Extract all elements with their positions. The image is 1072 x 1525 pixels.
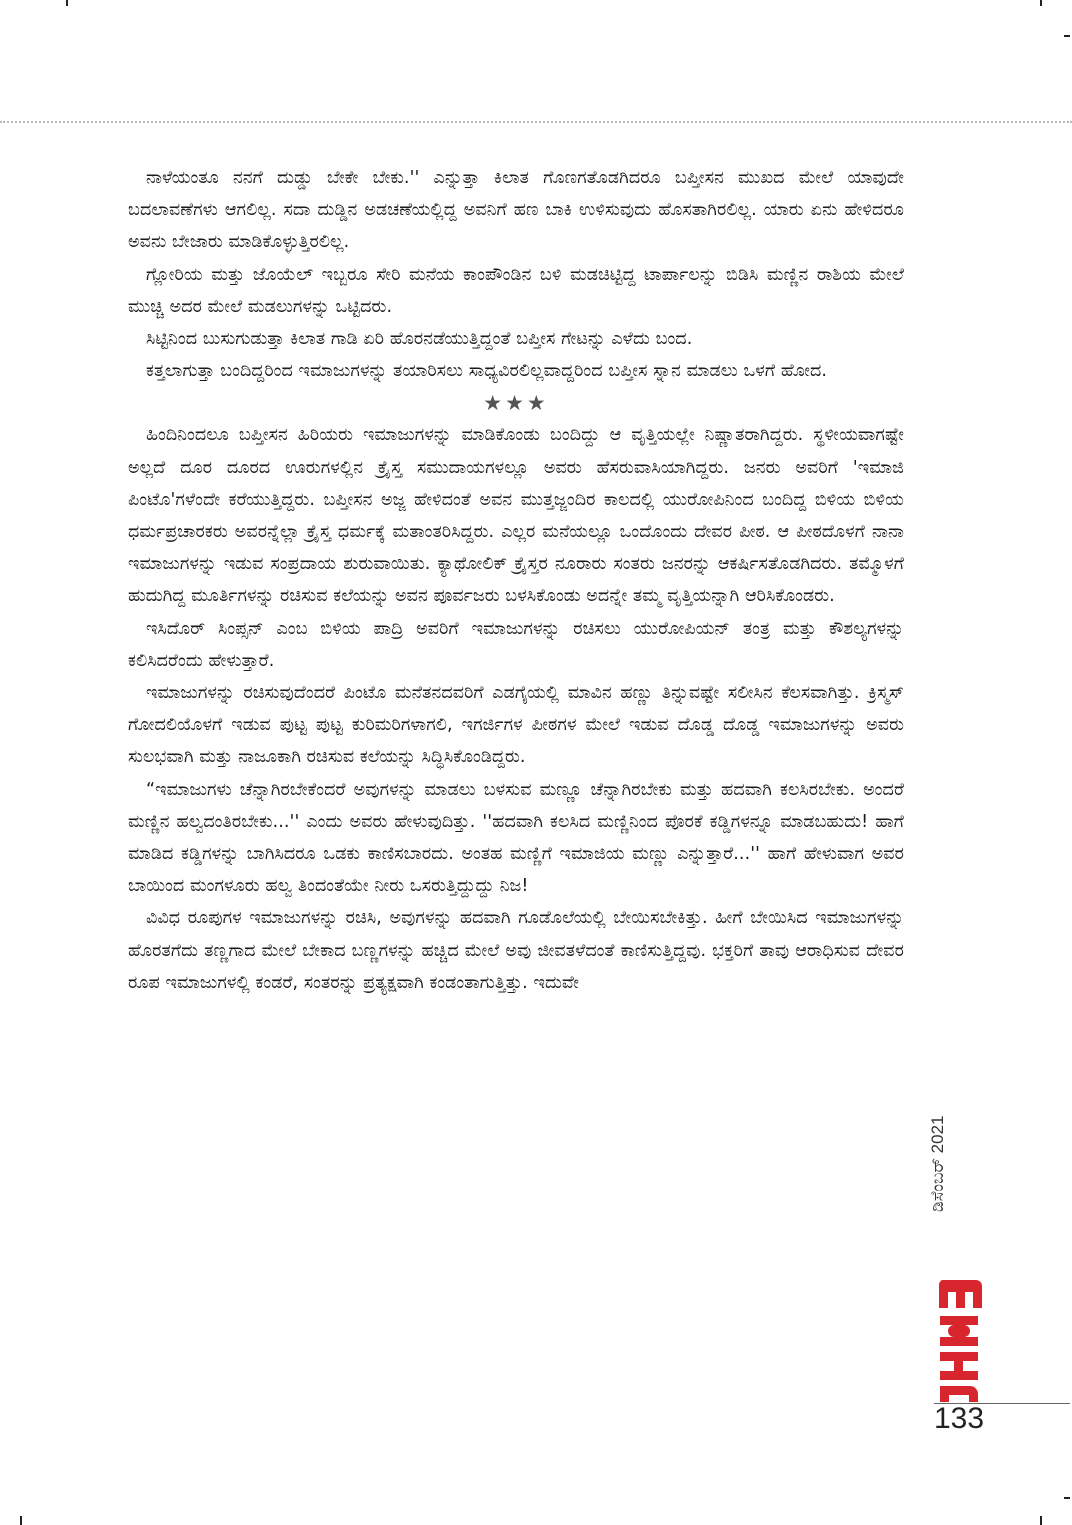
magazine-logo: [936, 1276, 982, 1406]
crop-mark-right-bottom: [1064, 1497, 1070, 1499]
paragraph: ಕತ್ತಲಾಗುತ್ತಾ ಬಂದಿದ್ದರಿಂದ ಇಮಾಜುಗಳನ್ನು ತಯಾರಿಸಲು ಸಾಧ್ಯವಿರಲಿಲ್ಲವಾದ್ದರಿಂದ ಬಪ್ತೀಸ ಸ್ನಾನ ಮಾಡಲು ಒಳಗೆ ಹೋದ.: [146, 361, 828, 382]
issue-date: ಡಿಸೆಂಬರ್ 2021: [928, 1115, 947, 1212]
paragraph: ಇಮಾಜುಗಳನ್ನು ರಚಿಸುವುದೆಂದರೆ ಪಿಂಟೊ ಮನೆತನದವರಿಗೆ ಎಡಗೈಯಲ್ಲಿ ಮಾವಿನ ಹಣ್ಣು ತಿನ್ನುವಷ್ಟೇ ಸಲೀಸಿನ ಕೆಲಸವಾಗಿತ್ತು. ಕ್ರಿಸ್ಮಸ್ ಗೋದಲಿಯೊಳಗೆ ಇಡುವ ಪುಟ್ಟ ಪುಟ್ಟ ಕುರಿಮರಿಗಳಾಗಲಿ, ಇಗರ್ಜಿಗಳ ಪೀಠಗಳ ಮೇಲೆ ಇಡುವ ದೊಡ್ಡ ದೊಡ್ಡ ಇಮಾಜುಗಳನ್ನು ಅವರು ಸುಲಭವಾಗಿ ಮತ್ತು ನಾಜೂಕಾಗಿ ರಚಿಸುವ ಕಲೆಯನ್ನು ಸಿದ್ಧಿಸಿಕೊಂಡಿದ್ದರು.: [128, 683, 904, 768]
crop-mark-bottom-left: [20, 1516, 22, 1525]
paragraph: ಸಿಟ್ಟಿನಿಂದ ಬುಸುಗುಡುತ್ತಾ ಕಿಲಾತ ಗಾಡಿ ಏರಿ ಹೊರನಡೆಯುತ್ತಿದ್ದಂತೆ ಬಪ್ತೀಸ ಗೇಟನ್ನು ಎಳೆದು ಬಂದ.: [146, 329, 693, 350]
crop-mark-bottom-right: [1040, 1516, 1042, 1525]
paragraph: ನಾಳೆಯಂತೂ ನನಗೆ ದುಡ್ಡು ಬೇಕೇ ಬೇಕು.'' ಎನ್ನುತ್ತಾ ಕಿಲಾತ ಗೊಣಗತೊಡಗಿದರೂ ಬಪ್ತೀಸನ ಮುಖದ ಮೇಲೆ ಯಾವುದೇ ಬದಲಾವಣೆಗಳು ಆಗಲಿಲ್ಲ. ಸದಾ ದುಡ್ಡಿನ ಅಡಚಣೆಯಲ್ಲಿದ್ದ ಅವನಿಗೆ ಹಣ ಬಾಕಿ ಉಳಿಸುವುದು ಹೊಸತಾಗಿರಲಿಲ್ಲ. ಯಾರು ಏನು ಹೇಳಿದರೂ ಅವನು ಬೇಜಾರು ಮಾಡಿಕೊಳ್ಳುತ್ತಿರಲಿಲ್ಲ.: [128, 168, 904, 253]
section-break-stars: ★★★: [483, 391, 549, 416]
paragraph: ಇಸಿದೊರ್ ಸಿಂಪ್ಸನ್ ಎಂಬ ಬಿಳಿಯ ಪಾದ್ರಿ ಅವರಿಗೆ ಇಮಾಜುಗಳನ್ನು ರಚಿಸಲು ಯುರೋಪಿಯನ್ ತಂತ್ರ ಮತ್ತು ಕೌಶಲ್ಯಗಳನ್ನು ಕಲಿಸಿದರೆಂದು ಹೇಳುತ್ತಾರೆ.: [128, 618, 904, 671]
header-dotted-rule: [0, 121, 1072, 123]
article-body: [128, 162, 904, 999]
page-number: 133: [934, 1402, 985, 1435]
crop-mark-top-left: [66, 0, 68, 6]
paragraph: ಹಿಂದಿನಿಂದಲೂ ಬಪ್ತೀಸನ ಹಿರಿಯರು ಇಮಾಜುಗಳನ್ನು ಮಾಡಿಕೊಂಡು ಬಂದಿದ್ದು ಆ ವೃತ್ತಿಯಲ್ಲೇ ನಿಷ್ಣಾತರಾಗಿದ್ದರು. ಸ್ಥಳೀಯವಾಗಷ್ಟೇ ಅಲ್ಲದೆ ದೂರ ದೂರದ ಊರುಗಳಲ್ಲಿನ ಕ್ರೈಸ್ತ ಸಮುದಾಯಗಳಲ್ಲೂ ಅವರು ಹೆಸರುವಾಸಿಯಾಗಿದ್ದರು. ಜನರು ಅವರಿಗೆ 'ಇಮಾಜಿ ಪಿಂಟೊ'ಗಳೆಂದೇ ಕರೆಯುತ್ತಿದ್ದರು. ಬಪ್ತೀಸನ ಅಜ್ಜ ಹೇಳಿದಂತೆ ಅವನ ಮುತ್ತಜ್ಜಂದಿರ ಕಾಲದಲ್ಲಿ ಯುರೋಪಿನಿಂದ ಬಂದಿದ್ದ ಬಿಳಿಯ ಬಿಳಿಯ ಧರ್ಮಪ್ರಚಾರಕರು ಅವರನ್ನೆಲ್ಲಾ ಕ್ರೈಸ್ತ ಧರ್ಮಕ್ಕೆ ಮತಾಂತರಿಸಿದ್ದರು. ಎಲ್ಲರ ಮನೆಯಲ್ಲೂ ಒಂದೊಂದು ದೇವರ ಪೀಠ. ಆ ಪೀಠದೊಳಗೆ ನಾನಾ ಇಮಾಜುಗಳನ್ನು ಇಡುವ ಸಂಪ್ರದಾಯ ಶುರುವಾಯಿತು. ಕ್ಯಾಥೋಲಿಕ್ ಕ್ರೈಸ್ತರ ನೂರಾರು ಸಂತರು ಜನರನ್ನು ಆಕರ್ಷಿಸತೊಡಗಿದರು. ತಮ್ಮೊಳಗೆ ಹುದುಗಿದ್ದ ಮೂರ್ತಿಗಳನ್ನು ರಚಿಸುವ ಕಲೆಯನ್ನು ಅವನ ಪೂರ್ವಜರು ಬಳಸಿಕೊಂಡು ಅದನ್ನೇ ತಮ್ಮ ವೃತ್ತಿಯನ್ನಾಗಿ ಆರಿಸಿಕೊಂಡರು.: [128, 425, 904, 607]
paragraph: ಗ್ಲೋರಿಯ ಮತ್ತು ಜೊಯೆಲ್ ಇಬ್ಬರೂ ಸೇರಿ ಮನೆಯ ಕಾಂಪೌಂಡಿನ ಬಳಿ ಮಡಚಿಟ್ಟಿದ್ದ ಟಾರ್ಪಾಲನ್ನು ಬಿಡಿಸಿ ಮಣ್ಣಿನ ರಾಶಿಯ ಮೇಲೆ ಮುಚ್ಚಿ ಅದರ ಮೇಲೆ ಮಡಲುಗಳನ್ನು ಒಟ್ಟಿದರು.: [128, 264, 904, 317]
logo-glyphs: [939, 1280, 982, 1402]
crop-mark-right-top: [1064, 35, 1070, 37]
paragraph: “ಇಮಾಜುಗಳು ಚೆನ್ನಾಗಿರಬೇಕೆಂದರೆ ಅವುಗಳನ್ನು ಮಾಡಲು ಬಳಸುವ ಮಣ್ಣೂ ಚೆನ್ನಾಗಿರಬೇಕು ಮತ್ತು ಹದವಾಗಿ ಕಲಸಿರಬೇಕು. ಅಂದರೆ ಮಣ್ಣಿನ ಹಲ್ವದಂತಿರಬೇಕು...'' ಎಂದು ಅವರು ಹೇಳುವುದಿತ್ತು. ''ಹದವಾಗಿ ಕಲಸಿದ ಮಣ್ಣಿನಿಂದ ಪೊರಕೆ ಕಡ್ಡಿಗಳನ್ನೂ ಮಾಡಬಹುದು! ಹಾಗೆ ಮಾಡಿದ ಕಡ್ಡಿಗಳನ್ನು ಬಾಗಿಸಿದರೂ ಒಡಕು ಕಾಣಿಸಬಾರದು. ಅಂತಹ ಮಣ್ಣಿಗೆ ಇಮಾಜಿಯ ಮಣ್ಣು ಎನ್ನುತ್ತಾರೆ...'' ಹಾಗೆ ಹೇಳುವಾಗ ಅವರ ಬಾಯಿಂದ ಮಂಗಳೂರು ಹಲ್ವ ತಿಂದಂತೆಯೇ ನೀರು ಒಸರುತ್ತಿದ್ದುದ್ದು ನಿಜ!: [128, 779, 904, 897]
crop-mark-top-right: [1040, 0, 1042, 6]
paragraph: ವಿವಿಧ ರೂಪುಗಳ ಇಮಾಜುಗಳನ್ನು ರಚಿಸಿ, ಅವುಗಳನ್ನು ಹದವಾಗಿ ಗೂಡೊಲೆಯಲ್ಲಿ ಬೇಯಿಸಬೇಕಿತ್ತು. ಹೀಗೆ ಬೇಯಿಸಿದ ಇಮಾಜುಗಳನ್ನು ಹೊರತಗೆದು ತಣ್ಣಗಾದ ಮೇಲೆ ಬೇಕಾದ ಬಣ್ಣಗಳನ್ನು ಹಚ್ಚಿದ ಮೇಲೆ ಅವು ಜೀವತಳೆದಂತೆ ಕಾಣಿಸುತ್ತಿದ್ದವು. ಭಕ್ತರಿಗೆ ತಾವು ಆರಾಧಿಸುವ ದೇವರ ರೂಪ ಇಮಾಜುಗಳಲ್ಲಿ ಕಂಡರೆ, ಸಂತರನ್ನು ಪ್ರತ್ಯಕ್ಷವಾಗಿ ಕಂಡಂತಾಗುತ್ತಿತ್ತು. ಇದುವೇ: [128, 908, 904, 993]
